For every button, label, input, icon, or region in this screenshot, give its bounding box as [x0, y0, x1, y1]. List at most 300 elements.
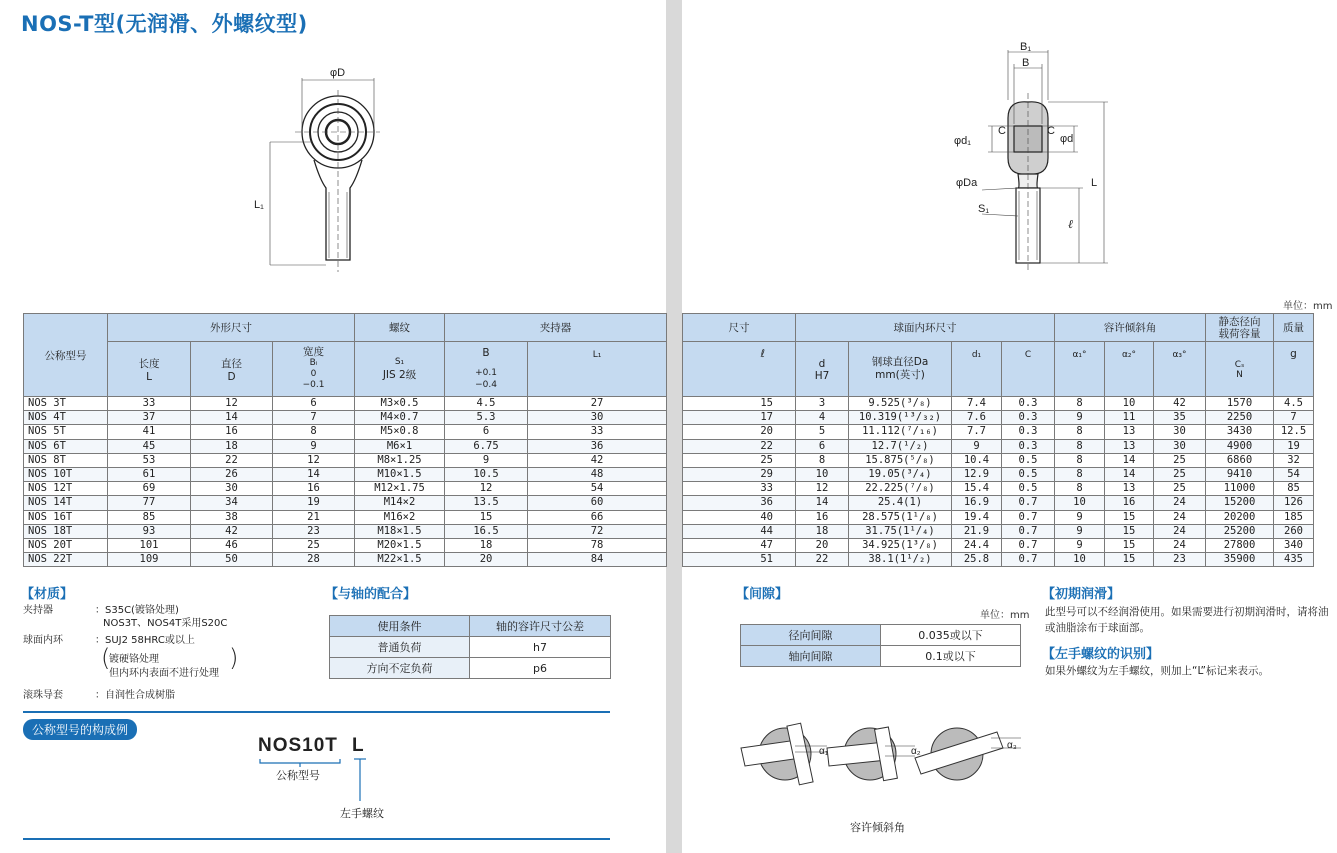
spec-cell: 6	[796, 439, 849, 453]
spec-cell: 16.9	[952, 496, 1002, 510]
spec-cell: M22×1.5	[355, 553, 445, 567]
spec-row-left	[24, 411, 667, 425]
spec-cell: 11	[1105, 411, 1154, 425]
group-holder-header: 夹持器	[445, 314, 667, 342]
spec-cell: 27800	[1206, 538, 1274, 552]
spec-cell: 14	[1105, 453, 1154, 467]
spec-row-right	[683, 482, 1314, 496]
material-value: 但内环内表面不进行处理	[109, 668, 219, 679]
tilt-label-a1: α₁	[819, 746, 829, 757]
col-static-load-sym: Cₛ	[1234, 359, 1245, 370]
spec-table-right	[682, 313, 1314, 567]
material-value: NOS3T、NOS4T采用S20C	[103, 618, 228, 629]
spec-cell: 34.925(1³/₈)	[849, 538, 952, 552]
spec-cell: 16	[191, 425, 273, 439]
spec-cell: 25	[683, 453, 796, 467]
col-static-load-header	[1206, 342, 1274, 397]
model-cell: NOS 22T	[24, 553, 108, 567]
spec-cell: 6860	[1206, 453, 1274, 467]
spec-cell: 8	[1055, 425, 1105, 439]
spec-cell: 4.5	[445, 397, 528, 411]
dim-L1-label: L₁	[254, 199, 264, 211]
col-a1-header	[1055, 342, 1105, 397]
spec-cell: 16	[273, 482, 355, 496]
material-row	[23, 634, 313, 647]
lubrication-title: 【初期润滑】	[1042, 587, 1121, 602]
spec-cell: 25.8	[952, 553, 1002, 567]
col-model-header: 公称型号	[24, 314, 108, 397]
spec-cell: 36	[528, 439, 667, 453]
fit-header-condition: 使用条件	[330, 616, 470, 637]
col-static-load-title	[1206, 314, 1274, 342]
spec-cell: 340	[1274, 538, 1314, 552]
spec-cell: 31.75(1¹/₄)	[849, 524, 952, 538]
spec-cell: M8×1.25	[355, 453, 445, 467]
col-da-header	[849, 342, 952, 397]
divider-bottom	[23, 838, 610, 840]
spec-cell: 41	[108, 425, 191, 439]
spec-cell: 33	[528, 425, 667, 439]
spec-cell: 20	[445, 553, 528, 567]
spec-cell: 50	[191, 553, 273, 567]
col-d1-sym: d₁	[971, 350, 982, 360]
spec-cell: 85	[1274, 482, 1314, 496]
spec-cell: 72	[528, 524, 667, 538]
model-cell: NOS 10T	[24, 467, 108, 481]
spec-row-right	[683, 538, 1314, 552]
material-value: 镀硬铬处理	[109, 654, 159, 665]
spec-cell: 6	[273, 397, 355, 411]
spec-cell: 0.5	[1002, 453, 1055, 467]
spec-cell: 2250	[1206, 411, 1274, 425]
col-d-sym: d	[818, 357, 826, 370]
group-tilt-header: 容许倾斜角	[1055, 314, 1206, 342]
spec-cell: 33	[108, 397, 191, 411]
spec-cell: 20	[796, 538, 849, 552]
fit-row	[330, 637, 611, 658]
spec-cell: 69	[108, 482, 191, 496]
spec-cell: M14×2	[355, 496, 445, 510]
col-length-label: 长度	[138, 358, 160, 370]
spec-cell: 53	[108, 453, 191, 467]
col-holder-l1-header	[528, 342, 667, 397]
spec-cell: 48	[528, 467, 667, 481]
material-value: ：SUJ2 58HRC或以上	[95, 635, 195, 646]
spec-cell: 12	[191, 397, 273, 411]
fit-condition: 方向不定负荷	[330, 658, 470, 679]
spec-cell: 7	[273, 411, 355, 425]
clearance-label: 径向间隙	[741, 625, 881, 646]
col-width-header	[273, 342, 355, 397]
fit-tolerance: h7	[470, 637, 611, 658]
material-row	[23, 617, 313, 630]
spec-cell: 14	[796, 496, 849, 510]
dim-C-left-label: C	[998, 125, 1006, 137]
spec-row-right	[683, 467, 1314, 481]
example-label-lh: 左手螺纹	[340, 807, 384, 820]
spec-cell: 38.1(1¹/₂)	[849, 553, 952, 567]
clearance-unit: 单位：mm	[980, 610, 1030, 621]
spec-cell: 7.6	[952, 411, 1002, 425]
spec-cell: 6	[445, 425, 528, 439]
spec-cell: 11.112(⁷/₁₆)	[849, 425, 952, 439]
col-a2-sym: α₂°	[1121, 350, 1137, 360]
spec-cell: 0.3	[1002, 397, 1055, 411]
col-width-label: 宽度	[303, 346, 324, 358]
spec-cell: 9	[952, 439, 1002, 453]
spec-cell: 85	[108, 510, 191, 524]
spec-cell: 23	[1154, 553, 1206, 567]
model-cell: NOS 16T	[24, 510, 108, 524]
spec-cell: 46	[191, 538, 273, 552]
rod-end-front-drawing	[240, 60, 380, 275]
spec-cell: 22.225(⁷/₈)	[849, 482, 952, 496]
col-length-header	[108, 342, 191, 397]
group-thread-header: 螺纹	[355, 314, 445, 342]
clearance-row	[741, 646, 1021, 667]
spec-cell: 8	[796, 453, 849, 467]
spec-row-left	[24, 397, 667, 411]
material-value: ：S35C(镀铬处理)	[95, 605, 179, 616]
spec-cell: 7.4	[952, 397, 1002, 411]
spec-cell: 16.5	[445, 524, 528, 538]
spec-cell: 24	[1154, 538, 1206, 552]
spec-cell: 9410	[1206, 467, 1274, 481]
spec-cell: 7	[1274, 411, 1314, 425]
model-cell: NOS 12T	[24, 482, 108, 496]
spec-cell: 12.5	[1274, 425, 1314, 439]
spec-cell: 0.7	[1002, 496, 1055, 510]
fit-table	[329, 615, 611, 679]
col-mass-unit: g	[1290, 348, 1297, 360]
spec-cell: 21.9	[952, 524, 1002, 538]
spec-cell: 22	[796, 553, 849, 567]
spec-cell: 28	[273, 553, 355, 567]
spec-cell: 1570	[1206, 397, 1274, 411]
spec-cell: 28.575(1¹/₈)	[849, 510, 952, 524]
model-cell: NOS 20T	[24, 538, 108, 552]
spec-cell: M12×1.75	[355, 482, 445, 496]
spec-cell: 30	[528, 411, 667, 425]
spec-cell: 66	[528, 510, 667, 524]
spec-cell: 3	[796, 397, 849, 411]
spec-cell: 38	[191, 510, 273, 524]
spec-cell: 0.7	[1002, 524, 1055, 538]
spec-cell: 14	[1105, 467, 1154, 481]
divider-top	[23, 711, 610, 713]
col-mass-title: 质量	[1274, 314, 1314, 342]
material-key: 球面内环	[23, 635, 63, 646]
clearance-row	[741, 625, 1021, 646]
col-holder-b-sym: B	[482, 347, 490, 359]
spec-cell: 8	[273, 425, 355, 439]
static-load-label1: 静态径向	[1218, 315, 1261, 328]
spec-cell: M16×2	[355, 510, 445, 524]
spec-cell: 126	[1274, 496, 1314, 510]
spec-cell: 35900	[1206, 553, 1274, 567]
spec-cell: 13.5	[445, 496, 528, 510]
spec-cell: 11000	[1206, 482, 1274, 496]
tilt-caption: 容许倾斜角	[850, 821, 905, 834]
spec-cell: 15	[1105, 538, 1154, 552]
spec-cell: 37	[108, 411, 191, 425]
spec-cell: 40	[683, 510, 796, 524]
spec-cell: 16	[1105, 496, 1154, 510]
spec-cell: 45	[108, 439, 191, 453]
spec-cell: 8	[1055, 397, 1105, 411]
spec-cell: 15200	[1206, 496, 1274, 510]
dim-C-right-label: C	[1047, 125, 1055, 137]
spec-row-right	[683, 425, 1314, 439]
spec-cell: 8	[1055, 467, 1105, 481]
material-row	[23, 604, 313, 617]
spec-cell: 10	[1105, 397, 1154, 411]
spec-cell: 8	[1055, 439, 1105, 453]
spec-table-right-body	[683, 397, 1314, 567]
spec-cell: 23	[273, 524, 355, 538]
spec-cell: 84	[528, 553, 667, 567]
spec-row-left	[24, 453, 667, 467]
spec-cell: 15	[683, 397, 796, 411]
fit-row	[330, 658, 611, 679]
spec-cell: 260	[1274, 524, 1314, 538]
spec-cell: 24	[1154, 496, 1206, 510]
material-value: ：自润性合成树脂	[95, 690, 175, 701]
spec-cell: 0.7	[1002, 553, 1055, 567]
dim-S1-label: S₁	[978, 203, 990, 215]
col-da-unit: mm(英寸)	[875, 369, 925, 381]
material-key: 滚珠导套	[23, 690, 63, 701]
spec-cell: 19.4	[952, 510, 1002, 524]
col-holder-b-tol-lower: −0.4	[475, 380, 497, 390]
spec-cell: 54	[528, 482, 667, 496]
spec-row-left	[24, 467, 667, 481]
spec-cell: M3×0.5	[355, 397, 445, 411]
tilt-label-a3: α₃	[1007, 740, 1017, 751]
spec-cell: 36	[683, 496, 796, 510]
lubrication-text	[1045, 604, 1335, 636]
spec-cell: 30	[191, 482, 273, 496]
col-a3-header	[1154, 342, 1206, 397]
fit-tolerance: p6	[470, 658, 611, 679]
spec-cell: 60	[528, 496, 667, 510]
material-key	[23, 617, 95, 630]
spec-cell: 4	[796, 411, 849, 425]
spec-cell: 21	[273, 510, 355, 524]
group-inner-ring-header: 球面内环尺寸	[796, 314, 1055, 342]
spec-cell: 35	[1154, 411, 1206, 425]
spec-cell: 27	[528, 397, 667, 411]
example-suffix: L	[352, 735, 364, 756]
spec-row-right	[683, 397, 1314, 411]
spec-cell: 0.3	[1002, 439, 1055, 453]
spec-cell: 13	[1105, 439, 1154, 453]
group-size-header: 尺寸	[683, 314, 796, 342]
col-diameter-header	[191, 342, 273, 397]
fit-header-tolerance: 轴的容许尺寸公差	[470, 616, 611, 637]
material-title: 【材质】	[21, 587, 74, 602]
spec-cell: 14	[191, 411, 273, 425]
spec-cell: M18×1.5	[355, 524, 445, 538]
spec-cell: 12	[273, 453, 355, 467]
spec-cell: 25200	[1206, 524, 1274, 538]
spec-row-right	[683, 411, 1314, 425]
spec-cell: 10	[1055, 496, 1105, 510]
spec-cell: 101	[108, 538, 191, 552]
col-a3-sym: α₃°	[1172, 350, 1187, 360]
spec-cell: M20×1.5	[355, 538, 445, 552]
dim-d-label: φd	[1060, 133, 1074, 145]
col-ell-sym: ℓ	[760, 348, 765, 360]
spec-cell: 0.7	[1002, 538, 1055, 552]
col-holder-b-header	[445, 342, 528, 397]
material-list	[23, 604, 313, 702]
spec-row-left	[24, 510, 667, 524]
col-width-sym: Bᵢ	[309, 358, 318, 368]
col-static-load-unit: N	[1236, 369, 1243, 380]
spec-row-left	[24, 482, 667, 496]
spec-cell: 109	[108, 553, 191, 567]
spec-cell: 24	[1154, 524, 1206, 538]
bracket-open-icon: (	[101, 644, 111, 672]
spec-cell: 18	[445, 538, 528, 552]
col-c-sym: C	[1024, 350, 1032, 360]
col-da-label: 钢球直径Da	[871, 356, 929, 368]
spec-cell: 18	[796, 524, 849, 538]
clearance-title: 【间隙】	[736, 587, 789, 602]
spec-cell: 25	[1154, 482, 1206, 496]
material-row	[23, 689, 313, 702]
spec-cell: 18	[191, 439, 273, 453]
col-d1-header	[952, 342, 1002, 397]
spec-cell: 8	[1055, 482, 1105, 496]
spec-cell: 77	[108, 496, 191, 510]
spec-cell: 26	[191, 467, 273, 481]
spec-cell: 10.4	[952, 453, 1002, 467]
spec-cell: 15	[1105, 524, 1154, 538]
dim-B1-label: B₁	[1020, 41, 1032, 53]
spec-cell: 9	[445, 453, 528, 467]
spec-cell: 4900	[1206, 439, 1274, 453]
spec-cell: 9	[1055, 411, 1105, 425]
spec-cell: 15.4	[952, 482, 1002, 496]
spec-cell: 42	[1154, 397, 1206, 411]
clearance-value: 0.035或以下	[881, 625, 1021, 646]
spec-row-right	[683, 553, 1314, 567]
spec-cell: 22	[683, 439, 796, 453]
dim-d1-label: φd₁	[954, 135, 971, 147]
spec-row-left	[24, 538, 667, 552]
spec-cell: 10.319(¹³/₃₂)	[849, 411, 952, 425]
example-code: NOS10T	[258, 735, 338, 756]
clearance-label: 轴向间隙	[741, 646, 881, 667]
spec-cell: 29	[683, 467, 796, 481]
spec-cell: 34	[191, 496, 273, 510]
col-a2-header	[1105, 342, 1154, 397]
material-row	[23, 644, 313, 681]
spec-cell: 7.7	[952, 425, 1002, 439]
spec-cell: 25	[273, 538, 355, 552]
spec-cell: 0.7	[1002, 510, 1055, 524]
col-holder-b-tol-upper: +0.1	[475, 368, 497, 378]
col-thread-std: JIS 2级	[382, 369, 417, 381]
spec-cell: 10.5	[445, 467, 528, 481]
spec-row-right	[683, 524, 1314, 538]
spec-row-right	[683, 439, 1314, 453]
spec-cell: 13	[1105, 425, 1154, 439]
spec-cell: 20200	[1206, 510, 1274, 524]
col-thread-header	[355, 342, 445, 397]
static-load-label2: 载荷容量	[1218, 327, 1261, 340]
col-width-tol-lower: −0.1	[302, 380, 325, 390]
col-width-tol-upper: 0	[310, 369, 317, 379]
spec-cell: 30	[1154, 439, 1206, 453]
spec-cell: 13	[1105, 482, 1154, 496]
group-outer-header: 外形尺寸	[108, 314, 355, 342]
spec-cell: 5	[796, 425, 849, 439]
lefthand-title: 【左手螺纹的识别】	[1042, 647, 1160, 662]
fit-condition: 普通负荷	[330, 637, 470, 658]
spec-table-left-body	[24, 397, 667, 567]
col-mass-header	[1274, 342, 1314, 397]
spec-cell: 25.4(1)	[849, 496, 952, 510]
example-pill: 公称型号的构成例	[23, 719, 137, 740]
rod-end-side-drawing	[948, 38, 1108, 273]
lefthand-text: 如果外螺纹为左手螺纹，则加上“L”标记来表示。	[1045, 665, 1269, 677]
spec-cell: 25	[1154, 467, 1206, 481]
spec-cell: 4.5	[1274, 397, 1314, 411]
tilt-angle-drawing	[735, 718, 1025, 790]
spec-cell: 12.7(¹/₂)	[849, 439, 952, 453]
col-ell-header	[683, 342, 796, 397]
spec-cell: 10	[796, 467, 849, 481]
spec-cell: 61	[108, 467, 191, 481]
dim-Da-label: φDa	[956, 177, 978, 189]
spec-cell: 12	[445, 482, 528, 496]
clearance-table	[740, 624, 1021, 667]
spec-cell: M6×1	[355, 439, 445, 453]
spec-cell: 15	[1105, 553, 1154, 567]
material-bracket-group	[95, 644, 313, 681]
model-cell: NOS 3T	[24, 397, 108, 411]
spec-row-left	[24, 553, 667, 567]
spec-cell: 93	[108, 524, 191, 538]
spec-cell: 25	[1154, 453, 1206, 467]
spec-cell: 5.3	[445, 411, 528, 425]
spec-cell: 9	[1055, 524, 1105, 538]
material-key	[23, 653, 95, 681]
spec-cell: 17	[683, 411, 796, 425]
col-holder-l1-sym: L₁	[592, 350, 602, 360]
model-cell: NOS 18T	[24, 524, 108, 538]
spec-cell: 12	[796, 482, 849, 496]
spec-cell: 16	[796, 510, 849, 524]
spec-cell: 9	[273, 439, 355, 453]
col-d-header	[796, 342, 849, 397]
spec-row-left	[24, 496, 667, 510]
spec-row-right	[683, 453, 1314, 467]
col-d-tol: H7	[814, 369, 830, 382]
spec-cell: M4×0.7	[355, 411, 445, 425]
dim-B-label: B	[1022, 57, 1030, 69]
col-diameter-label: 直径	[221, 358, 242, 370]
example-label-model: 公称型号	[276, 769, 320, 782]
spec-cell: 78	[528, 538, 667, 552]
spec-cell: 6.75	[445, 439, 528, 453]
spec-cell: 20	[683, 425, 796, 439]
spec-row-right	[683, 510, 1314, 524]
spec-cell: 185	[1274, 510, 1314, 524]
